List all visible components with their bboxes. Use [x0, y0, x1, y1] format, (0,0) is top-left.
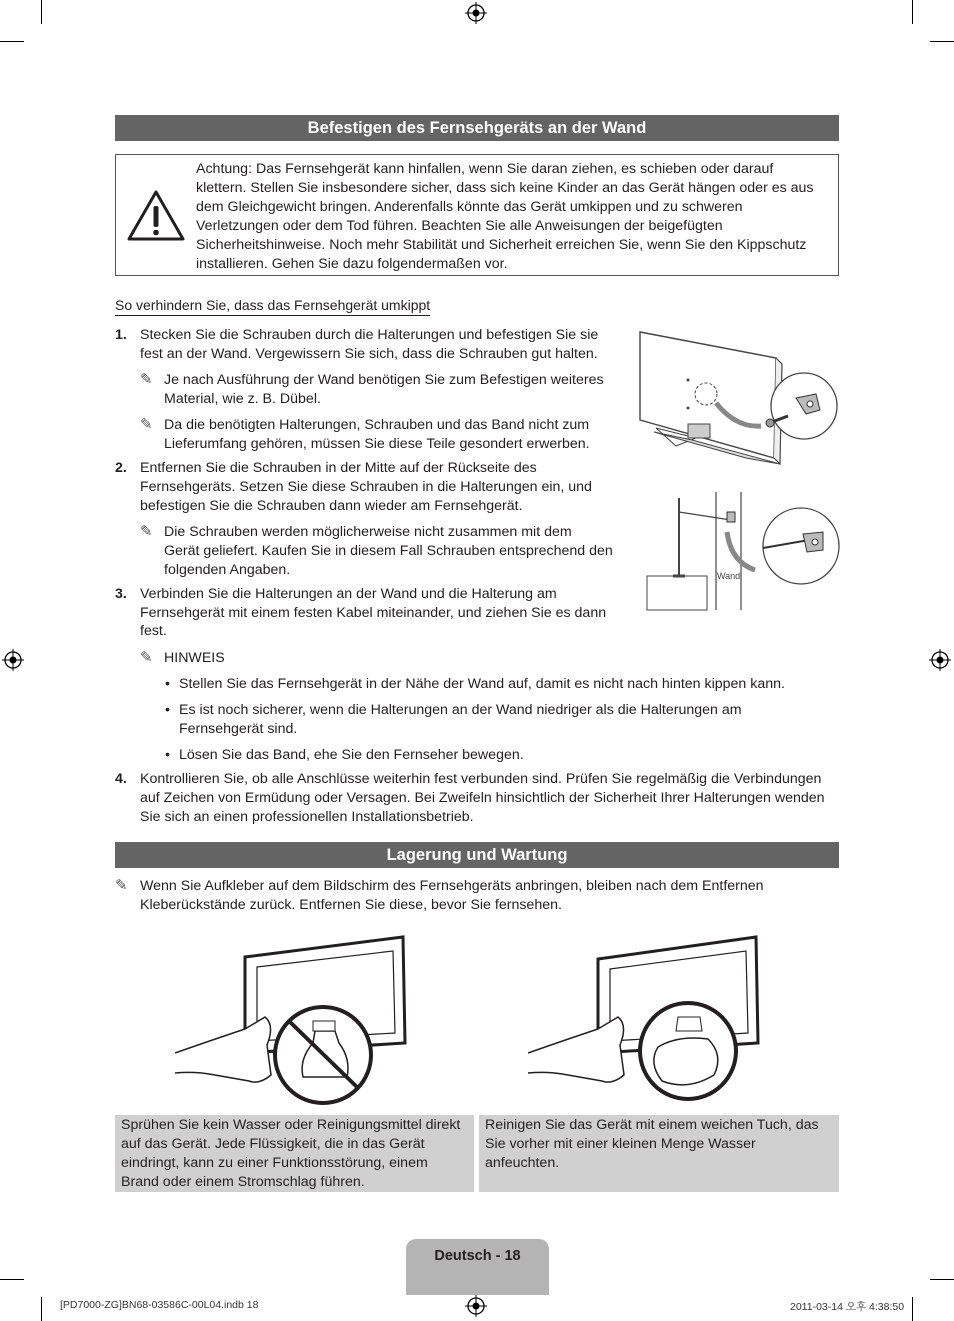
- registration-mark-icon: [929, 649, 951, 671]
- step-3-line: Fernsehgerät mit einem festen Kabel miteinander, und ziehen Sie es dann: [140, 605, 607, 621]
- step-number: 1.: [115, 327, 127, 343]
- step-3-line: fest.: [140, 623, 167, 639]
- storage-note-line: Kleberückstände zurück. Entfernen Sie diese, bevor Sie fernsehen.: [140, 897, 562, 913]
- bullet-dot: •: [165, 747, 170, 763]
- pencil-note-icon: ✎: [140, 523, 153, 540]
- pencil-note-icon: ✎: [140, 416, 153, 433]
- pencil-note-icon: ✎: [140, 371, 153, 388]
- note-line: Material, wie z. B. Dübel.: [164, 391, 321, 407]
- step-number: 4.: [115, 771, 127, 787]
- note-line: Gerät geliefert. Kaufen Sie in diesem Fall Schrauben entsprechend den: [164, 543, 613, 559]
- bullet-line: Stellen Sie das Fernsehgerät in der Nähe der Wand auf, damit es nicht nach hinten kippen kann.: [179, 676, 785, 692]
- step-4-line: auf Zeichen von Ermüdung oder Versagen. Bei Zweifeln hinsichtlich der Sicherheit Ihrer Halterungen wenden: [140, 790, 825, 806]
- section-title-storage: Lagerung und Wartung: [115, 842, 839, 868]
- no-spray-illustration: [175, 935, 415, 1105]
- warning-body: : Das Fernsehgerät kann hinfallen, wenn Sie daran ziehen, es schieben oder darauf klettern. Stellen Sie insbesondere sicher, dass sich keine Kinder an das Gerät hängen oder es aus dem Gleichgewicht bringen. Anderenfalls könnte das Gerät umkippen und zu schweren Verletzungen oder dem Tod führen. Beachten Sie alle Anweisungen der beigefügten Sicherheitshinweise. Noch mehr Stabilität und Sicherheit erreichen Sie, wenn Sie den Kippschutz installieren. Gehen Sie dazu folgendermaßen vor.: [196, 161, 814, 272]
- page-label: Deutsch - 18: [406, 1239, 549, 1295]
- step-2-line: Fernsehgeräts. Setzen Sie diese Schrauben in die Halterungen ein, und: [140, 479, 592, 495]
- step-number: 3.: [115, 586, 127, 602]
- pencil-note-icon: ✎: [140, 649, 153, 666]
- step-number: 2.: [115, 460, 127, 476]
- tv-back-bracket-illustration: [636, 328, 840, 472]
- registration-mark-icon: [465, 1295, 487, 1317]
- file-info: [PD7000-ZG]BN68-03586C-00L04.indb 18: [60, 1299, 259, 1311]
- caption-no-spray: Sprühen Sie kein Wasser oder Reinigungsmittel direkt auf das Gerät. Jede Flüssigkeit, die in das Gerät eindringt, kann zu einer Funktionsstörung, einem Brand oder einem Stromschlag führen.: [115, 1115, 474, 1192]
- wall-label: Wand: [717, 571, 741, 581]
- step-4-line: Sie sich an einen professionellen Installationsbetrieb.: [140, 809, 474, 825]
- soft-cloth-illustration: [528, 935, 768, 1105]
- step-3-line: Verbinden Sie die Halterungen an der Wand und die Halterung am: [140, 586, 557, 602]
- step-2-line: Entfernen Sie die Schrauben in der Mitte auf der Rückseite des: [140, 460, 537, 476]
- step-4-line: Kontrollieren Sie, ob alle Anschlüsse weiterhin fest verbunden sind. Prüfen Sie regelmäßig die Verbindungen: [140, 771, 822, 787]
- step-1-line: Stecken Sie die Schrauben durch die Halterungen und befestigen Sie sie: [140, 327, 599, 343]
- note-line: folgenden Angaben.: [164, 562, 291, 578]
- section-title-wall-mount: Befestigen des Fernsehgeräts an der Wand: [115, 115, 839, 141]
- hinweis-label: HINWEIS: [164, 650, 225, 666]
- registration-mark-icon: [2, 649, 24, 671]
- storage-note-line: Wenn Sie Aufkleber auf dem Bildschirm des Fernsehgeräts anbringen, bleiben nach dem Entfernen: [140, 878, 764, 894]
- note-line: Die Schrauben werden möglicherweise nicht zusammen mit dem: [164, 524, 572, 540]
- warning-box: [115, 154, 839, 276]
- caption-soft-cloth: Reinigen Sie das Gerät mit einem weichen Tuch, das Sie vorher mit einer kleinen Menge Wasser anfeuchten.: [479, 1115, 839, 1192]
- bullet-dot: •: [165, 676, 170, 692]
- bullet-line: Es ist noch sicherer, wenn die Halterungen an der Wand niedriger als die Halterungen am: [179, 702, 742, 718]
- print-timestamp: 2011-03-14 오후 4:38:50: [790, 1301, 905, 1313]
- step-2-line: befestigen Sie die Schrauben dann wieder am Fernsehgerät.: [140, 498, 523, 514]
- note-line: Lieferumfang gehören, müssen Sie diese Teile gesondert erwerben.: [164, 436, 590, 452]
- note-line: Da die benötigten Halterungen, Schrauben und das Band nicht zum: [164, 417, 590, 433]
- warning-label: Achtung: [196, 161, 249, 177]
- pencil-note-icon: ✎: [115, 877, 128, 894]
- warning-triangle-icon: [126, 189, 186, 243]
- note-line: Je nach Ausführung der Wand benötigen Sie zum Befestigen weiteres: [164, 372, 604, 388]
- warning-text: [196, 160, 826, 274]
- subheading-prevent-tipping: So verhindern Sie, dass das Fernsehgerät umkippt: [115, 297, 430, 316]
- tv-side-wall-illustration: [643, 492, 841, 612]
- bullet-dot: •: [165, 702, 170, 718]
- bullet-line: Lösen Sie das Band, ehe Sie den Fernseher bewegen.: [179, 747, 524, 763]
- registration-mark-icon: [465, 2, 487, 24]
- step-1-line: fest an der Wand. Vergewissern Sie sich, dass die Schrauben gut halten.: [140, 346, 598, 362]
- bullet-line: Fernsehgerät sind.: [179, 721, 298, 737]
